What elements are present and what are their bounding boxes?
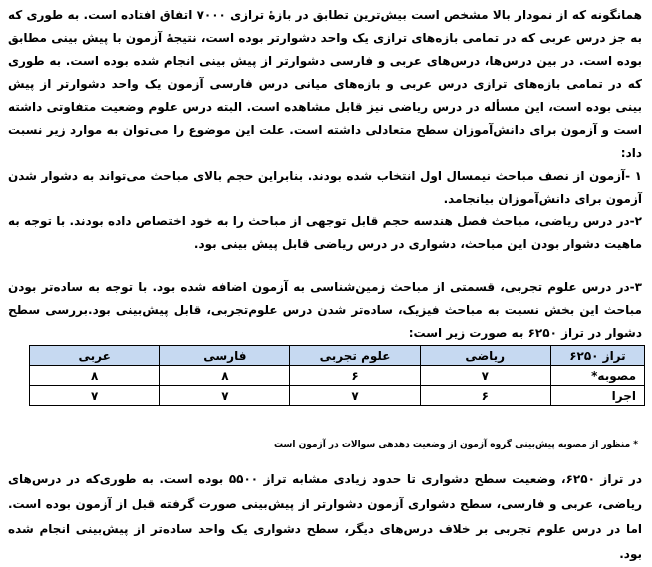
table-cell: ۶ (420, 386, 550, 406)
table-row (30, 366, 645, 386)
difficulty-table (29, 345, 645, 406)
table-header-math: ریاضی (420, 346, 550, 366)
table-cell: ۷ (420, 366, 550, 386)
table-cell: ۷ (30, 386, 160, 406)
table-cell: ۸ (160, 366, 290, 386)
reason-item-2: ۲-در درس ریاضی، مباحث فصل هندسه حجم قابل توجهی از مباحث را به خود اختصاص داده بودند. با توجه به ماهیت دشوار بودن این مباحث، دشواری در درس ریاضی قابل پیش بینی بود. (8, 214, 642, 251)
table-cell: ۶ (290, 366, 420, 386)
row-label-actual: اجرا (550, 386, 644, 406)
reason-item-1: ۱ -آزمون از نصف مباحث نیمسال اول انتخاب شده بودند. بنابراین حجم بالای مباحث می‌تواند به دشوار شدن آزمون برای دانش‌آموزان بیانجامد. (8, 169, 642, 206)
table-row (30, 386, 645, 406)
reason-item-3: ۳-در درس علوم تجربی، قسمتی از مباحث زمین‌شناسی به آزمون اضافه شده بود. با توجه به ساده‌تر بودن مباحث این بخش نسبت به مباحث فیزیک، ساده‌تر شدن درس علوم‌تجربی، قابل پیش‌بینی بود.بررسی سطح دشوار در تراز ۶۲۵۰ به صورت زیر است: (8, 280, 642, 340)
table-cell: ۷ (290, 386, 420, 406)
row-label-approved: مصوبه* (550, 366, 644, 386)
table-header-level: تراز ۶۲۵۰ (550, 346, 644, 366)
table-cell: ۸ (30, 366, 160, 386)
table-header-science: علوم تجربی (290, 346, 420, 366)
closing-paragraph: در تراز ۶۲۵۰، وضعیت سطح دشواری تا حدود زیادی مشابه تراز ۵۵۰۰ بوده است. به طوری‌که در درس‌های ریاضی، عربی و فارسی، سطح دشواری آزمون دشوارتر از پیش‌بینی صورت گرفته قبل از آزمون بوده است. اما در درس علوم تجربی بر خلاف درس‌های دیگر، سطح دشواری یک واحد ساده‌تر از پیش‌بینی انجام شده بود. (8, 472, 642, 561)
table-cell: ۷ (160, 386, 290, 406)
table-header-persian: فارسی (160, 346, 290, 366)
table-header-arabic: عربی (30, 346, 160, 366)
table-footnote: * منظور از مصوبه پیش‌بینی گروه آزمون از وضعیت دهدهی سوالات در آزمون است (274, 440, 638, 450)
table-header-row (30, 346, 645, 366)
intro-paragraph: همانگونه که از نمودار بالا مشخص است بیش‌ترین تطابق در بازهٔ ترازی ۷۰۰۰ اتفاق افتاده است. به طوری که به جز درس عربی که در تمامی بازه‌های ترازی یک واحد دشوارتر بوده است، نتیجهٔ آزمون با پیش بینی مطابق بوده است. در بین درس‌ها، درس‌های عربی و فارسی دشوارتر از پیش بینی انجام شده بوده است. به طوری که در تمامی بازه‌های ترازی درس عربی و بازه‌های میانی درس فارسی آزمون یک واحد دشوارتر از پیش بینی بوده است، این مسأله در درس ریاضی نیز قابل مشاهده است. البته درس علوم وضعیت متفاوتی داشته است و آزمون برای دانش‌آموزان سطح متعادلی داشته است. علت این موضوع را می‌توان به موارد زیر نسبت داد: (8, 8, 643, 160)
